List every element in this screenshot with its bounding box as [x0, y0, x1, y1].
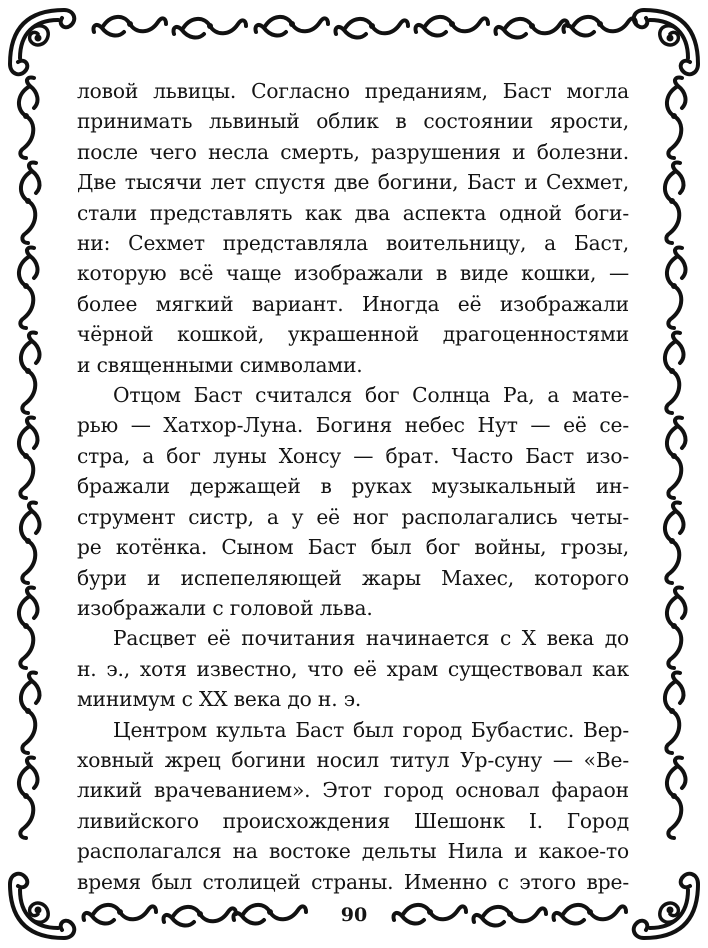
text-line: бури и испепеляющей жары Махес, которого: [77, 565, 629, 590]
text-line: время был столицей страны. Именно с этого вре-: [77, 869, 629, 894]
text-line: ликий врачеванием». Этот город основал фараон: [77, 778, 629, 803]
text-line: Центром культа Баст был город Бубастис. Вер-: [113, 717, 629, 742]
text-line: принимать львиный облик в состоянии ярости,: [77, 109, 629, 134]
text-line: ливийского происхождения Шешонк I. Город: [77, 808, 629, 833]
paragraph-3: [77, 623, 629, 714]
paragraph-4: [77, 715, 629, 897]
paragraph-2: [77, 380, 629, 623]
text-line: чёрной кошкой, украшенной драгоценностями: [77, 322, 629, 347]
text-line: бражали держащей в руках музыкальный ин-: [77, 474, 629, 499]
top-border-ornament: [93, 17, 636, 38]
text-line: рью — Хатхор-Луна. Богиня небес Нут — её се-: [77, 413, 629, 438]
paragraph-1: [77, 76, 629, 380]
text-line: н. э., хотя известно, что её храм существовал как: [77, 656, 629, 681]
text-line: стали представлять как два аспекта одной боги-: [77, 200, 629, 225]
body-text: [77, 76, 629, 897]
text-line: Отцом Баст считался бог Солнца Ра, а мате-: [113, 383, 629, 408]
text-line: располагался на востоке дельты Нила и какое-то: [77, 839, 629, 864]
right-border-ornament: [665, 77, 686, 838]
text-line: минимум с XX века до н. э.: [77, 687, 362, 712]
text-line: Две тысячи лет спустя две богини, Баст и Сехмет,: [77, 170, 629, 195]
text-line: изображали с головой льва.: [77, 595, 373, 620]
corner-ornament-top-left: [10, 10, 74, 74]
text-line: и священными символами.: [77, 352, 363, 377]
text-line: после чего несла смерть, разрушения и болезни.: [77, 139, 629, 164]
text-line: ни: Сехмет представляла воительницу, а Баст,: [77, 231, 629, 256]
text-line: ховный жрец богини носил титул Ур-суну — «Ве-: [77, 747, 629, 772]
text-line: Расцвет её почитания начинается с X века до: [113, 626, 629, 651]
text-line: которую всё чаще изображали в виде кошки, —: [77, 261, 629, 286]
text-line: стра, а бог луны Хонсу — брат. Часто Баст изо-: [77, 443, 629, 468]
text-line: струмент систр, а у её ног располагались четы-: [77, 504, 629, 529]
left-border-ornament: [19, 77, 40, 838]
page-number: 90: [340, 904, 368, 926]
text-line: более мягкий вариант. Иногда её изображали: [77, 291, 629, 316]
corner-ornament-top-right: [634, 10, 698, 74]
text-line: ловой львицы. Согласно преданиям, Баст могла: [77, 79, 629, 103]
text-line: ре котёнка. Сыном Баст был бог войны, грозы,: [77, 535, 629, 560]
